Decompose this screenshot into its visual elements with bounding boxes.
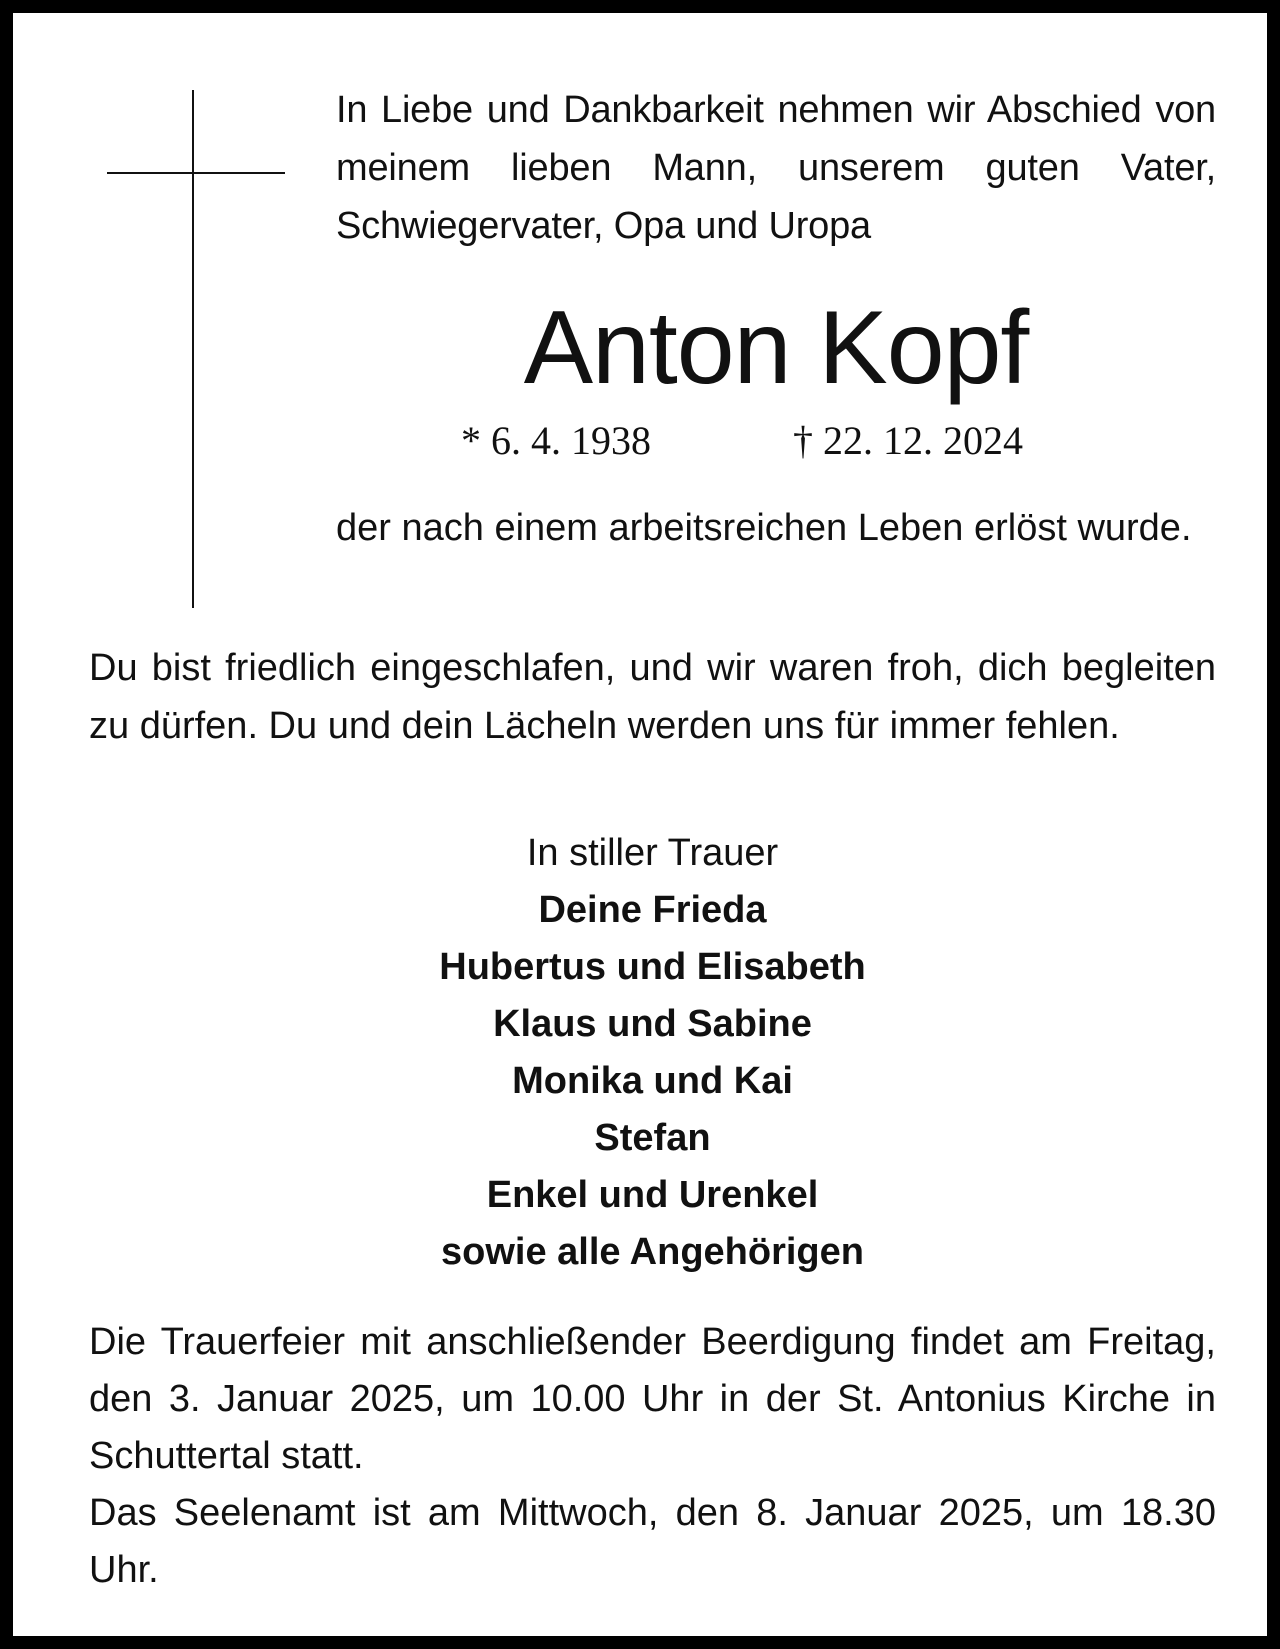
cross-icon	[107, 90, 285, 608]
intro-text: In Liebe und Dankbarkeit nehmen wir Abschied von meinem lieben Mann, unserem guten Vater, Schwiegervater, Opa und Uropa	[336, 89, 1216, 247]
mourner-name: sowie alle Angehörigen	[440, 1231, 864, 1273]
death-date: † 22. 12. 2024	[793, 418, 1023, 463]
mourner-name: Enkel und Urenkel	[486, 1174, 819, 1216]
deceased-name: Anton Kopf	[523, 290, 1029, 406]
after-dates-text: der nach einem arbeitsreichen Leben erlöst wurde.	[336, 507, 1192, 549]
mourners-list	[89, 882, 1216, 1281]
mourner-name: Stefan	[594, 1117, 711, 1159]
funeral-service-text: Die Trauerfeier mit anschließender Beerdigung findet am Freitag, den 3. Januar 2025, um 10.00 Uhr in der St. Antonius Kirche in Schuttertal statt.	[89, 1321, 1216, 1477]
mourner-name: Monika und Kai	[512, 1060, 793, 1102]
farewell-text: Du bist friedlich eingeschlafen, und wir waren froh, dich begleiten zu dürfen. Du und dein Lächeln werden uns für immer fehlen.	[89, 647, 1216, 747]
mourner-name: Hubertus und Elisabeth	[439, 946, 866, 988]
birth-date: * 6. 4. 1938	[461, 418, 651, 463]
memorial-mass-text: Das Seelenamt ist am Mittwoch, den 8. Januar 2025, um 18.30 Uhr.	[89, 1492, 1216, 1591]
mourner-name: Deine Frieda	[538, 889, 767, 931]
mourners-lead: In stiller Trauer	[526, 832, 779, 874]
cross-vertical-bar	[192, 90, 194, 608]
mourners-block	[89, 824, 1216, 1281]
mourner-name: Klaus und Sabine	[493, 1003, 812, 1045]
cross-horizontal-bar	[107, 172, 285, 174]
